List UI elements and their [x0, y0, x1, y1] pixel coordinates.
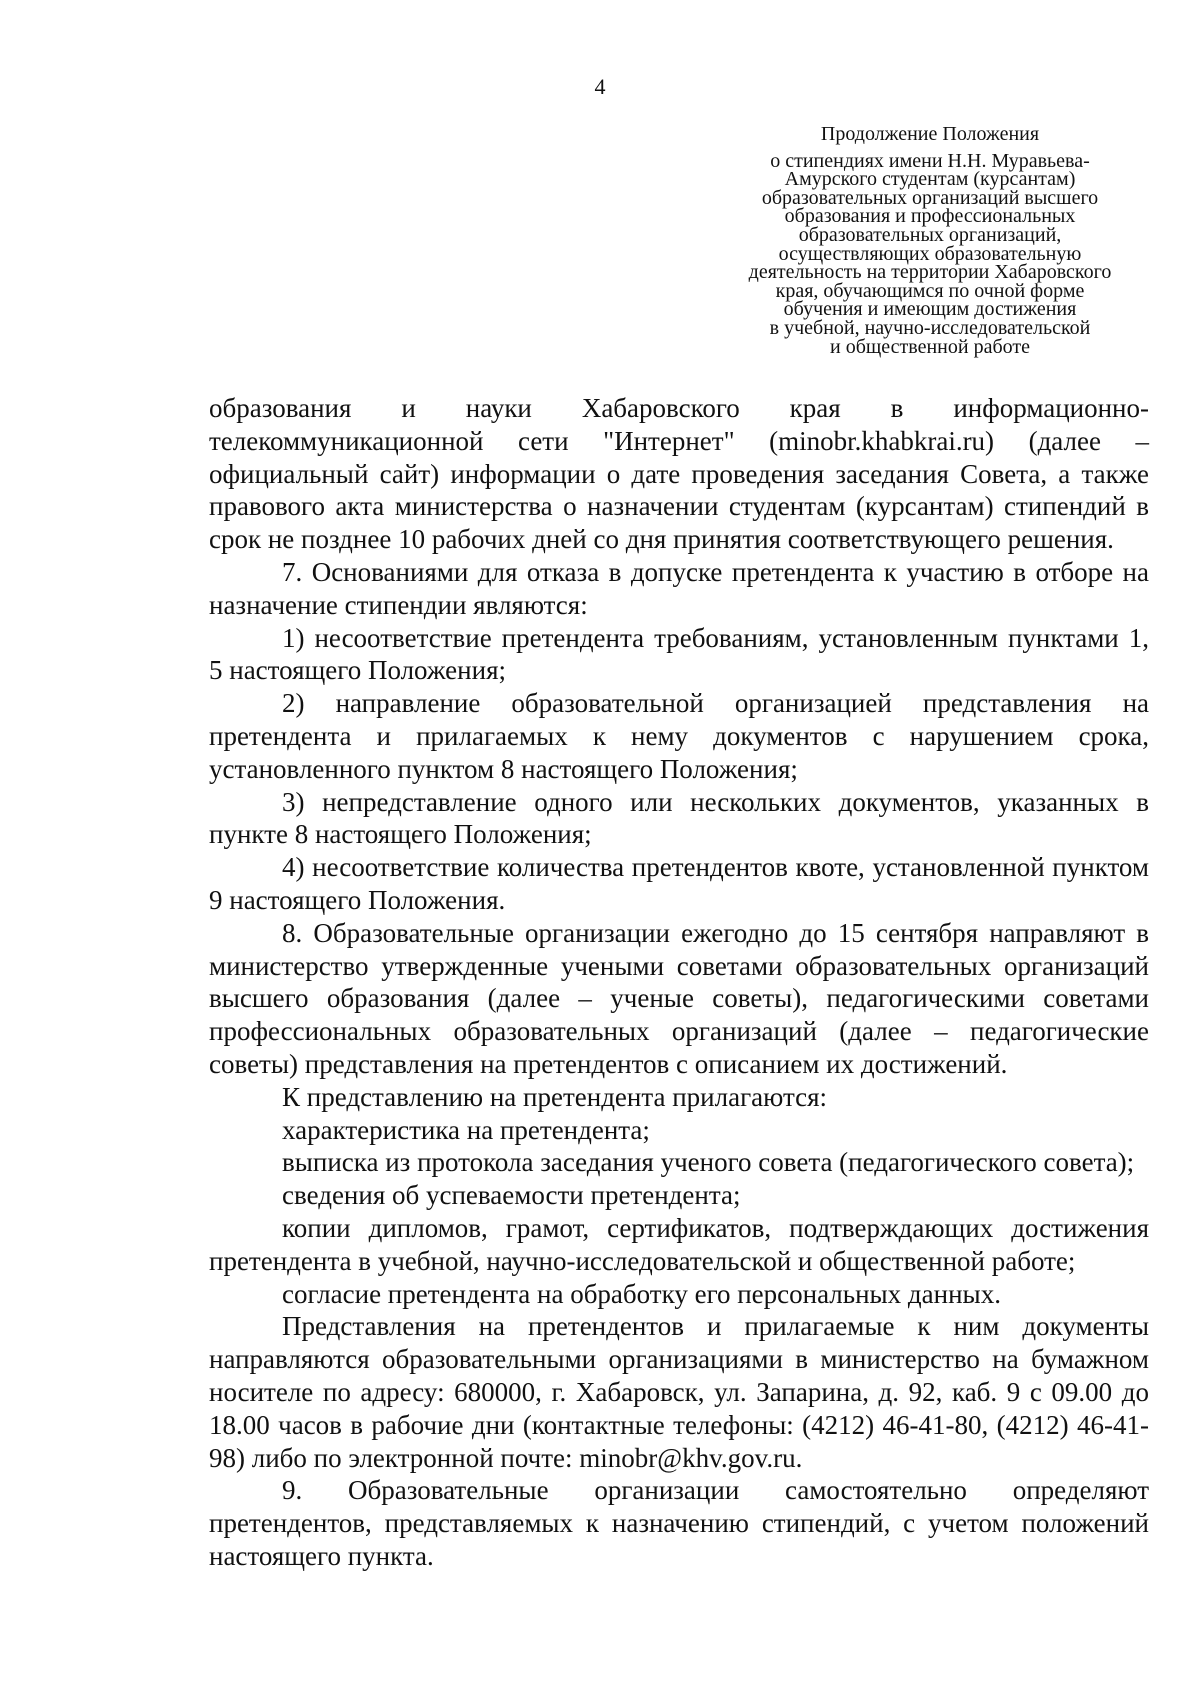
paragraph-attachment-item: согласие претендента на обработку его персональных данных.	[282, 1278, 1001, 1309]
header-line: обучения и имеющим достижения	[783, 298, 1077, 321]
paragraph-attachment-item: копии дипломов, грамот, сертификатов, подтверждающих достижения претендента в учебной, научно-исследовательской и общественной работе;	[209, 1212, 1149, 1276]
paragraph-subitem-3: 3) непредставление одного или нескольких документов, указанных в пункте 8 настоящего Положения;	[209, 786, 1149, 850]
header-line: деятельность на территории Хабаровского	[748, 261, 1112, 284]
paragraph-item-9: 9. Образовательные организации самостоятельно определяют претендентов, представляемых к назначению стипендий, с учетом положений настоящего пункта.	[209, 1475, 1149, 1571]
paragraph-item-7: 7. Основаниями для отказа в допуске претендента к участию в отборе на назначение стипендии являются:	[209, 556, 1149, 620]
paragraph-subitem-4: 4) несоответствие количества претендентов квоте, установленной пунктом 9 настоящего Положения.	[209, 852, 1149, 915]
header-line: и общественной работе	[830, 335, 1030, 358]
header-line: края, обучающимся по очной форме	[775, 279, 1085, 302]
header-line: образования и профессиональных	[784, 205, 1076, 228]
paragraph-attachment-item: выписка из протокола заседания ученого совета (педагогического совета);	[282, 1147, 1135, 1178]
header-line: Продолжение Положения	[820, 123, 1040, 145]
header-line: осуществляющих образовательную	[778, 242, 1082, 265]
paragraph-attachment-item: сведения об успеваемости претендента;	[282, 1180, 741, 1211]
paragraph-submission-address: Представления на претендентов и прилагаемые к ним документы направляются образовательными организациями в министерство на бумажном носителе по адресу: 680000, г. Хабаровск, ул. Запарина, д. 92, каб. 9 с 09.00 до 18.00 часов в рабочие дни (контактные телефоны: (4212) 46-41-80, (4212) 46-41-98) либо по электронной почте: minobr@khv.gov.ru.	[209, 1311, 1149, 1473]
header-line: Амурского студентам (курсантам)	[784, 168, 1076, 191]
header-line: в учебной, научно-исследовательской	[769, 316, 1091, 339]
paragraph-attachments-intro: К представлению на претендента прилагаются:	[282, 1081, 827, 1112]
paragraph-subitem-1: 1) несоответствие претендента требованиям, установленным пунктами 1, 5 настоящего Положения;	[209, 622, 1149, 686]
header-line: о стипендиях имени Н.Н. Муравьева-	[770, 149, 1090, 172]
header-block	[690, 125, 1170, 356]
page-number: 4	[594, 74, 606, 99]
paragraph-subitem-2: 2) направление образовательной организацией представления на претендента и прилагаемых к нему документов с нарушением срока, установленного пунктом 8 настоящего Положения;	[209, 688, 1149, 784]
paragraph-item-8: 8. Образовательные организации ежегодно до 15 сентября направляют в министерство утвержденные учеными советами образовательных организаций высшего образования (далее – ученые советы), педагогическими советами профессиональных образовательных организаций (далее – педагогические советы) представления на претендентов с описанием их достижений.	[209, 917, 1149, 1079]
header-line: образовательных организаций,	[798, 223, 1062, 246]
paragraph-continuation: образования и науки Хабаровского края в информационно-телекоммуникационной сети "Интернет" (minobr.khabkrai.ru) (далее – официальный сайт) информации о дате проведения заседания Совета, а также правового акта министерства о назначении студентам (курсантам) стипендий в срок не позднее 10 рабочих дней со дня принятия соответствующего решения.	[209, 393, 1149, 555]
body-text	[209, 392, 1149, 1573]
header-line: образовательных организаций высшего	[761, 186, 1099, 209]
paragraph-attachment-item: характеристика на претендента;	[282, 1114, 650, 1145]
